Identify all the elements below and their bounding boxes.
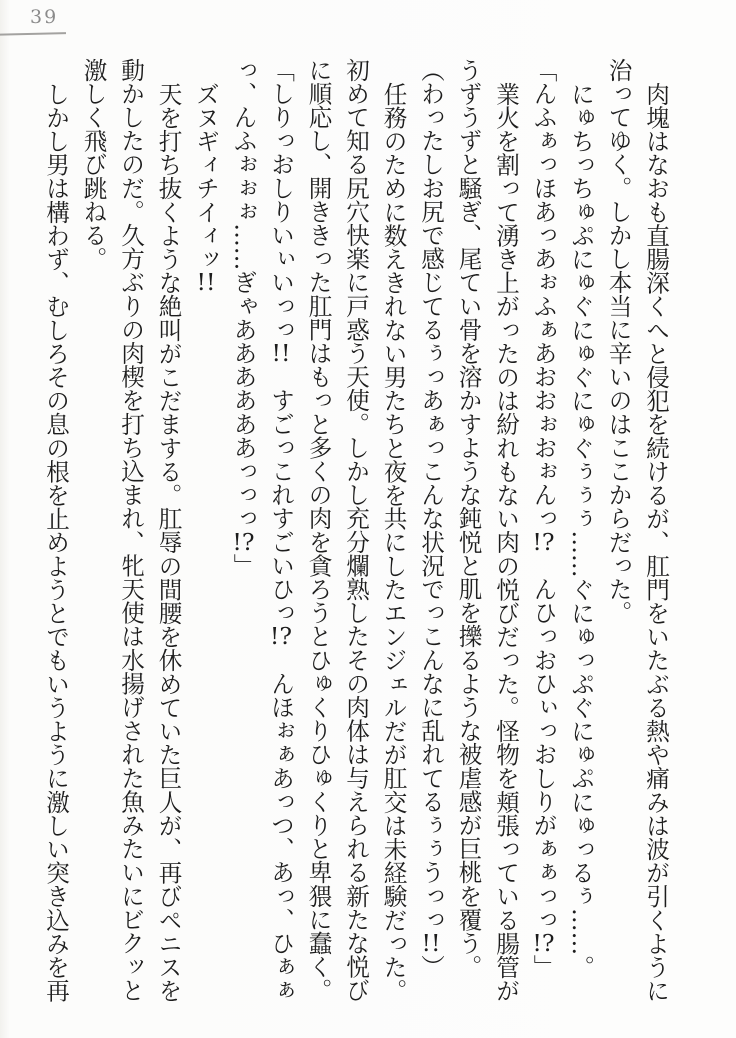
paragraph: 業火を割って湧き上がったのは紛れもない肉の悦びだった。怪物を頬張っている腸管がうずうずと騒ぎ、尾てい骨を溶かすような鈍悦と肌を擽るような被虐感が巨桃を覆う。 [454, 58, 520, 1002]
page-number-underline [0, 32, 66, 36]
paragraph: （わったしお尻で感じてるぅっあぁっこんな状況でっこんなに乱れてるぅぅうっっ!!） [417, 58, 445, 979]
double-exclamation-mark: !! [271, 341, 291, 365]
double-exclamation-mark: !! [196, 270, 216, 294]
paragraph: 肉塊はなおも直腸深くへと侵犯を続けるが、肛門をいたぶる熱や痛みは波が引くように治ってゆく。しかし本当に辛いのはここからだった。 [604, 58, 670, 1002]
double-exclamation-mark: !! [421, 931, 441, 955]
paragraph: にゅちっちゅぷにゅぐにゅぐにゅぐぅぅぅ……ぐにゅっぷぐにゅぷにゅっるぅ……。 [567, 81, 595, 979]
paragraph: 任務のために数えきれない男たちと夜を共にしたエンジェルだが肛交は未経験だった。初めて知る尻穴快楽に戸惑う天使。しかし充分爛熟したその肉体は与えられる新たな悦びに順応し、開ききった肛門はもっと多くの肉を貪ろうとひゅくりひゅくりと卑猥に蠢く。 [304, 58, 408, 1002]
paragraph: ズヌギィチイィッ!! [192, 81, 220, 294]
paragraph: 「んふぁっほあっあぉふぁあおおぉおぉんっ!? んひっおひぃっおしりがぁぁっっ!?」 [529, 58, 558, 979]
exclamation-question-mark: !? [532, 931, 555, 955]
page-number: 39 [30, 6, 59, 28]
text-block [37, 58, 675, 1002]
exclamation-question-mark: !? [269, 624, 293, 648]
paragraph: 天を打ち抜くような絶叫がこだまする。肛辱の間腰を休めていた巨人が、再びペニスを動かしたのだ。久方ぶりの肉楔を打ち込まれ、牝天使は水揚げされた魚みたいにビクッと激しく飛び跳ねる。 [79, 58, 183, 1002]
paragraph: しかし男は構わず、むしろその息の根を止めようとでもいうように激しい突き込みを再 [42, 81, 70, 1002]
exclamation-question-mark: !? [532, 530, 555, 554]
paragraph: 「しりっおしりいぃいっっ!! すごっこれすごいひっ!? んほぉぁあっつ、あっ、ひぁぁっ、んふぉぉぉ……ぎゃああああああっっっ!?」 [229, 58, 295, 1002]
exclamation-question-mark: !? [232, 530, 255, 554]
